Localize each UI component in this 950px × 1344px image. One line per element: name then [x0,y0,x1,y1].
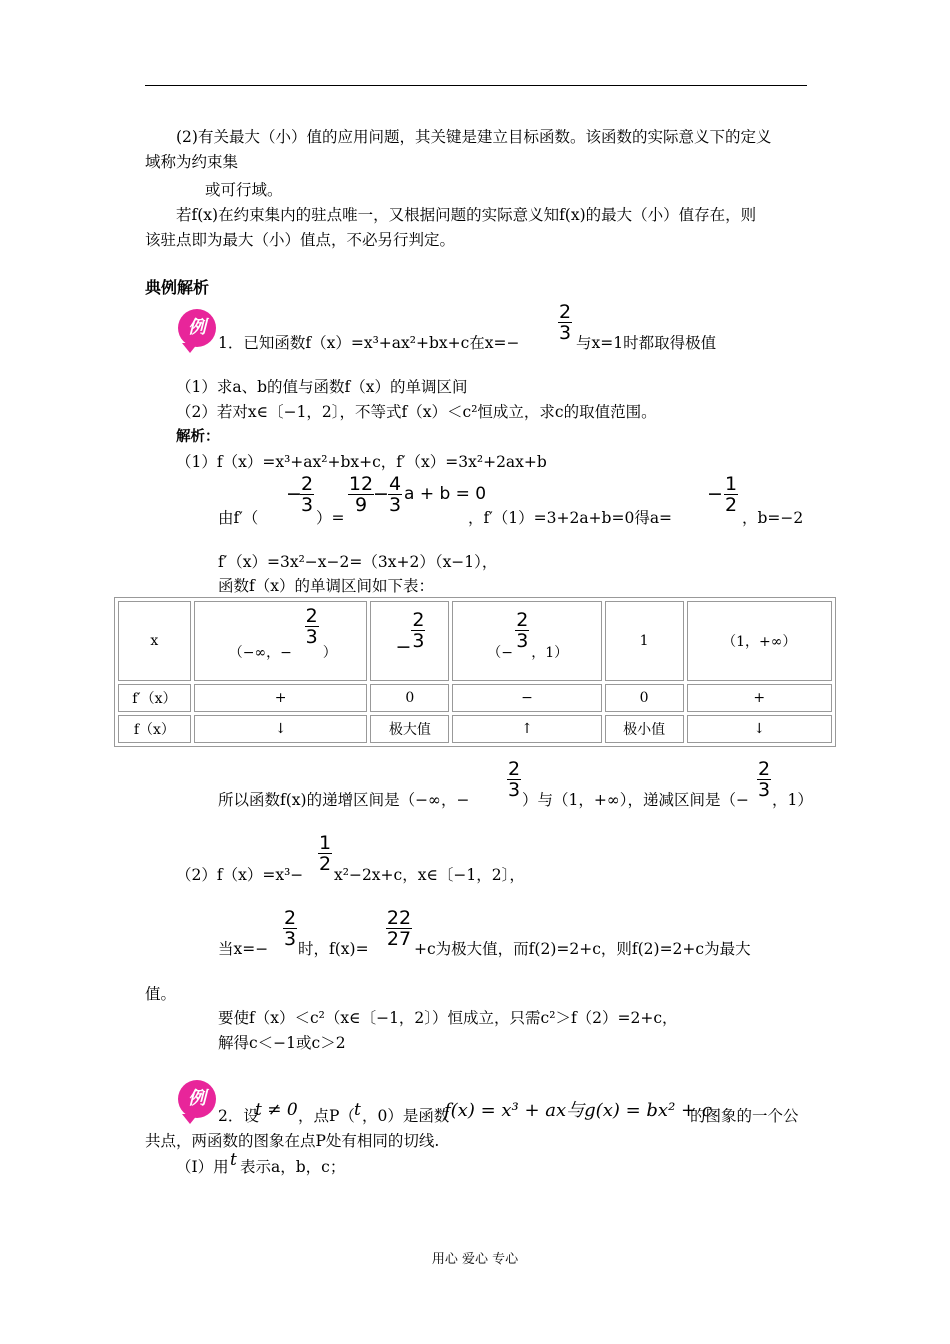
frac-den: 9 [348,494,374,515]
table-cell: ↓ [687,715,833,743]
frac-den: 3 [388,494,402,516]
table-cell: 0 [605,684,684,712]
frac-den: 3 [305,626,318,648]
ex1-solution-8: 值。 [145,985,177,1003]
fraction [411,610,425,651]
table-cell: − [452,684,601,712]
table-cell: 1 [605,601,684,681]
ex1-solution-9: 要使f（x）＜c²（x∈〔−1，2〕）恒成立，只需c²＞f（2）=2+c， [218,1009,678,1027]
frac-num: 22 [386,907,412,929]
frac-num: 2 [516,609,529,631]
table-cell: 极大值 [370,715,449,743]
ex1-solution-10: 解得c＜−1或c＞2 [218,1034,346,1052]
ex2-text-c: ，0）是函数 [362,1107,450,1125]
frac-den: 3 [283,928,297,950]
frac-den: 27 [386,928,412,950]
table-row [118,715,832,743]
intro-line-5: 该驻点即为最大（小）值点，不必另行判定。 [145,231,456,249]
ex1-solution-7b: 时，f(x)= [298,940,369,958]
frac-num: 1 [724,473,738,495]
minus-sign: − [707,483,723,505]
frac-num: 2 [300,473,314,495]
intro-line-3: 或可行域。 [205,181,283,199]
ex1-solution-2-mid: ）= [316,509,345,527]
table-cell [370,601,449,681]
fraction-4-3 [388,474,402,515]
ex1-solution-7a: 当x=− [218,940,269,958]
solution-label: 解析： [176,429,220,445]
frac-den: 2 [318,853,332,875]
table-row [118,601,832,681]
interval-right: ） [322,645,337,661]
interval-right: ，1） [531,645,569,661]
ex1-solution-6a: （2）f（x）=x³− [176,866,304,884]
frac-den: 3 [507,779,521,801]
interval-left: （−∞，− [228,645,292,661]
ex1-solution-5c: ，1） [772,791,813,809]
ex1-solution-5b: ）与（1，+∞），递减区间是（− [522,791,749,809]
ex1-solution-2-b: ，b=−2 [742,509,804,527]
frac-num: 2 [558,301,572,323]
ex1-question-1: （1）求a、b的值与函数f（x）的单调区间 [176,378,468,396]
section-title: 典例解析 [145,278,210,297]
table-cell: ↓ [194,715,368,743]
table-cell [452,601,601,681]
ex1-solution-6b: x²−2x+c，x∈〔−1，2〕， [334,866,525,884]
frac-num: 1 [318,832,332,854]
equation-tail: a + b = 0 [404,484,487,504]
intro-line-1: (2)有关最大（小）值的应用问题，其关键是建立目标函数。该函数的实际意义下的定义 [176,128,772,146]
ex1-question-2: （2）若对x∈〔−1，2〕，不等式f（x）＜c²恒成立，求c的取值范围。 [176,403,657,421]
frac-den: 3 [757,779,771,801]
intro-line-2: 域称为约束集 [145,153,239,171]
ex2-line-2: 共点，两函数的图象在点P处有相同的切线. [145,1132,440,1150]
table-cell: ↑ [452,715,601,743]
ex1-solution-7c: +c为极大值，而f(2)=2+c，则f(2)=2+c为最大 [414,940,751,958]
frac-den: 3 [412,630,425,652]
table-cell: （1，+∞） [687,601,833,681]
ex2-q1b: 表示a，b，c； [240,1158,346,1176]
ex2-text-a: 2．设 [218,1107,259,1125]
ex1-stmt-fraction [558,302,572,343]
minus-sign: − [395,636,412,658]
example-badge-1: 例 [178,309,216,347]
page-footer: 用心 爱心 专心 [431,1252,519,1267]
ex1-solution-4: 函数f（x）的单调区间如下表： [218,577,434,595]
fraction [515,610,529,651]
ex1-statement-a: 1．已知函数f（x）=x³+ax²+bx+c在x=− [218,334,520,352]
ex2-text-d: 的图象的一个公 [690,1107,799,1125]
math-t: t [230,1150,237,1170]
fraction-12-9 [348,474,374,515]
frac-num: 2 [283,907,297,929]
header-rule [145,85,807,86]
ex1-solution-2-after: ，f′（1）=3+2a+b=0得a= [468,509,673,527]
fraction-22-27 [386,908,412,949]
frac-num: 2 [757,758,771,780]
ex1-solution-1: （1）f（x）=x³+ax²+bx+c，f′（x）=3x²+2ax+b [176,453,547,471]
table-row [118,684,832,712]
interval-left: （− [487,645,513,661]
fraction [283,908,297,949]
ex1-solution-5a: 所以函数f(x)的递增区间是（−∞，− [218,791,470,809]
frac-num: 12 [348,473,374,495]
table-cell [194,601,368,681]
minus-sign: − [373,483,389,505]
ex2-text-b: ，点P（ [298,1107,355,1125]
monotonicity-table [114,597,836,747]
math-t-ne-0: t ≠ 0 [255,1100,298,1120]
example-badge-2: 例 [178,1080,216,1118]
fraction-1-2 [318,833,332,874]
table-cell: f（x） [118,715,191,743]
fraction [305,606,319,647]
frac-den: 3 [300,494,314,516]
frac-den: 3 [558,322,572,344]
frac-den: 2 [724,494,738,516]
fraction-neg-2-3 [300,474,314,515]
ex1-solution-2-prefix: 由f′（ [218,509,259,527]
table-cell: x [118,601,191,681]
table-cell: f′（x） [118,684,191,712]
fraction [757,759,771,800]
table-cell: 极小值 [605,715,684,743]
minus-sign: − [286,483,302,505]
math-t: t [354,1100,361,1120]
frac-num: 4 [388,473,402,495]
fraction [507,759,521,800]
frac-num: 2 [507,758,521,780]
frac-num: 2 [305,605,318,627]
table-cell: + [687,684,833,712]
math-functions: f(x) = x³ + ax与g(x) = bx² + c [444,1100,712,1121]
table-cell: + [194,684,368,712]
intro-line-4: 若f(x)在约束集内的驻点唯一，又根据问题的实际意义知f(x)的最大（小）值存在，则 [176,206,757,224]
ex1-statement-b: 与x=1时都取得极值 [576,334,717,352]
ex2-q1a: （Ⅰ）用 [176,1158,229,1176]
fraction-neg-1-2 [724,474,738,515]
ex1-solution-3: f′（x）=3x²−x−2=（3x+2）（x−1）， [218,553,498,571]
frac-num: 2 [412,609,425,631]
table-cell: 0 [370,684,449,712]
frac-den: 3 [516,630,529,652]
